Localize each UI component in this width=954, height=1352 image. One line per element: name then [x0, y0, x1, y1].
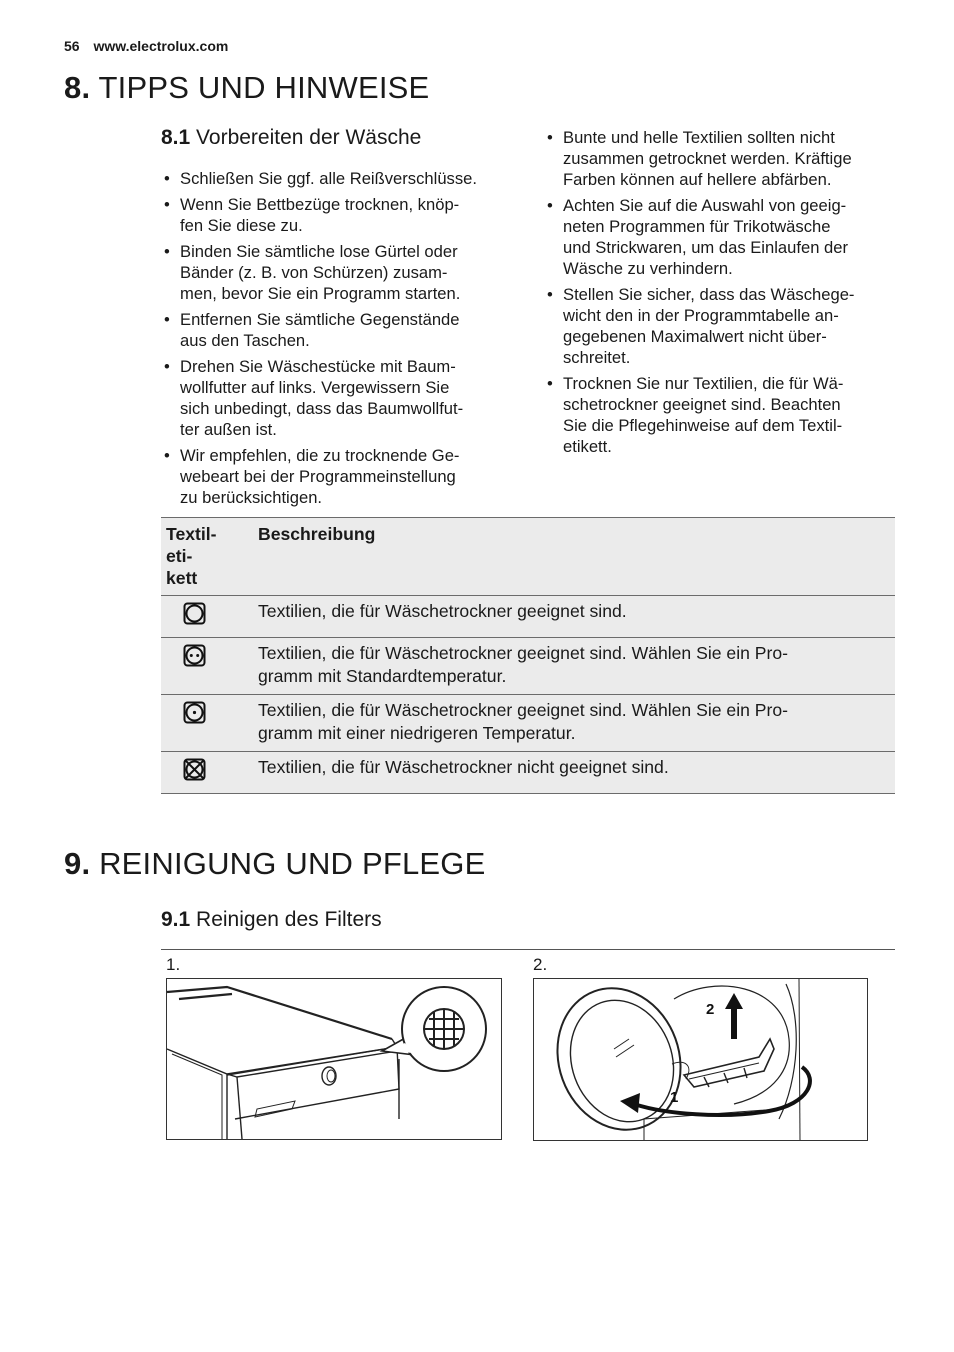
- chapter-number: 8.: [64, 70, 91, 105]
- page-header: [64, 38, 228, 54]
- page-number: 56: [64, 38, 80, 54]
- care-symbol-cell: [161, 752, 253, 794]
- figure-filter-removal: [533, 978, 868, 1141]
- right-bullet-item: • Stellen Sie sicher, dass das Wäschege- wicht den in der Programmtabelle an- gegebenen Maximalwert nicht über- schreitet.: [545, 284, 905, 368]
- right-bullet-item: • Bunte und helle Textilien sollten nicht zusammen getrocknet werden. Kräftige Farben können auf hellere abfärben.: [545, 127, 905, 190]
- chapter-number: 9.: [64, 846, 91, 881]
- care-symbol-cell: [161, 695, 253, 752]
- figure-divider: [161, 949, 895, 950]
- care-description-cell: Textilien, die für Wäschetrockner geeignet sind. Wählen Sie ein Pro- gramm mit Standardtemperatur.: [253, 638, 895, 695]
- chapter-title-text: TIPPS UND HINWEISE: [98, 70, 430, 105]
- step-marker-1: 1: [670, 1089, 679, 1106]
- left-bullet-item: • Wenn Sie Bettbezüge trocknen, knöp- fen Sie diese zu.: [162, 194, 522, 236]
- care-symbol-cell: [161, 596, 253, 638]
- step-label-2: 2.: [533, 955, 548, 974]
- left-bullet-list: [162, 168, 522, 513]
- section-number: 9.1: [161, 908, 191, 931]
- care-description-cell: Textilien, die für Wäschetrockner geeignet sind.: [253, 596, 895, 638]
- right-bullet-list: [545, 127, 905, 462]
- tumble-dry-low-temp-icon: [183, 701, 206, 724]
- table-row: [161, 752, 895, 794]
- tumble-dry-icon: [183, 602, 206, 625]
- left-bullet-item: • Wir empfehlen, die zu trocknende Ge- webeart bei der Programmeinstellung zu berücksichtigen.: [162, 445, 522, 508]
- table-row: [161, 695, 895, 752]
- table-row: [161, 596, 895, 638]
- table-header-row: [161, 518, 895, 596]
- filter-location-icon: [167, 979, 501, 1139]
- section-title-text: Reinigen des Filters: [196, 908, 382, 931]
- table-row: [161, 638, 895, 695]
- section-title-text: Vorbereiten der Wäsche: [196, 126, 422, 149]
- step-marker-2: 2: [706, 1001, 715, 1018]
- right-bullet-item: • Achten Sie auf die Auswahl von geeig- neten Programmen für Trikotwäsche und Strickwaren, um das Einlaufen der Wäsche zu verhindern.: [545, 195, 905, 279]
- step-label-1: 1.: [166, 955, 181, 974]
- left-bullet-item: • Binden Sie sämtliche lose Gürtel oder Bänder (z. B. von Schürzen) zusam- men, bevor Sie ein Programm starten.: [162, 241, 522, 304]
- chapter-title-tips: [64, 70, 429, 106]
- chapter-title-cleaning: [64, 846, 485, 882]
- website-link[interactable]: www.electrolux.com: [93, 38, 229, 54]
- care-description-cell: Textilien, die für Wäschetrockner geeignet sind. Wählen Sie ein Pro- gramm mit einer niedrigeren Temperatur.: [253, 695, 895, 752]
- figure-filter-location: [166, 978, 502, 1140]
- section-title-preparing-laundry: [161, 126, 421, 150]
- left-bullet-item: • Drehen Sie Wäschestücke mit Baum- wollfutter auf links. Vergewissern Sie sich unbedingt, dass das Baumwollfut- ter außen ist.: [162, 356, 522, 440]
- column-header-description: Beschreibung: [253, 518, 895, 596]
- column-header-label: Textil- eti- kett: [161, 518, 253, 596]
- tumble-dry-normal-temp-icon: [183, 644, 206, 667]
- right-bullet-item: • Trocknen Sie nur Textilien, die für Wä- schetrockner geeignet sind. Beachten Sie die Pflegehinweise auf dem Textil- etikett.: [545, 373, 905, 457]
- chapter-title-text: REINIGUNG UND PFLEGE: [99, 846, 486, 881]
- do-not-tumble-dry-icon: [183, 758, 206, 781]
- left-bullet-item: • Schließen Sie ggf. alle Reißverschlüsse.: [162, 168, 522, 189]
- section-number: 8.1: [161, 126, 191, 149]
- section-title-cleaning-filter: [161, 908, 382, 932]
- care-description-cell: Textilien, die für Wäschetrockner nicht geeignet sind.: [253, 752, 895, 794]
- left-bullet-item: • Entfernen Sie sämtliche Gegenstände aus den Taschen.: [162, 309, 522, 351]
- filter-removal-icon: [534, 979, 867, 1140]
- care-label-table: [161, 517, 895, 794]
- care-symbol-cell: [161, 638, 253, 695]
